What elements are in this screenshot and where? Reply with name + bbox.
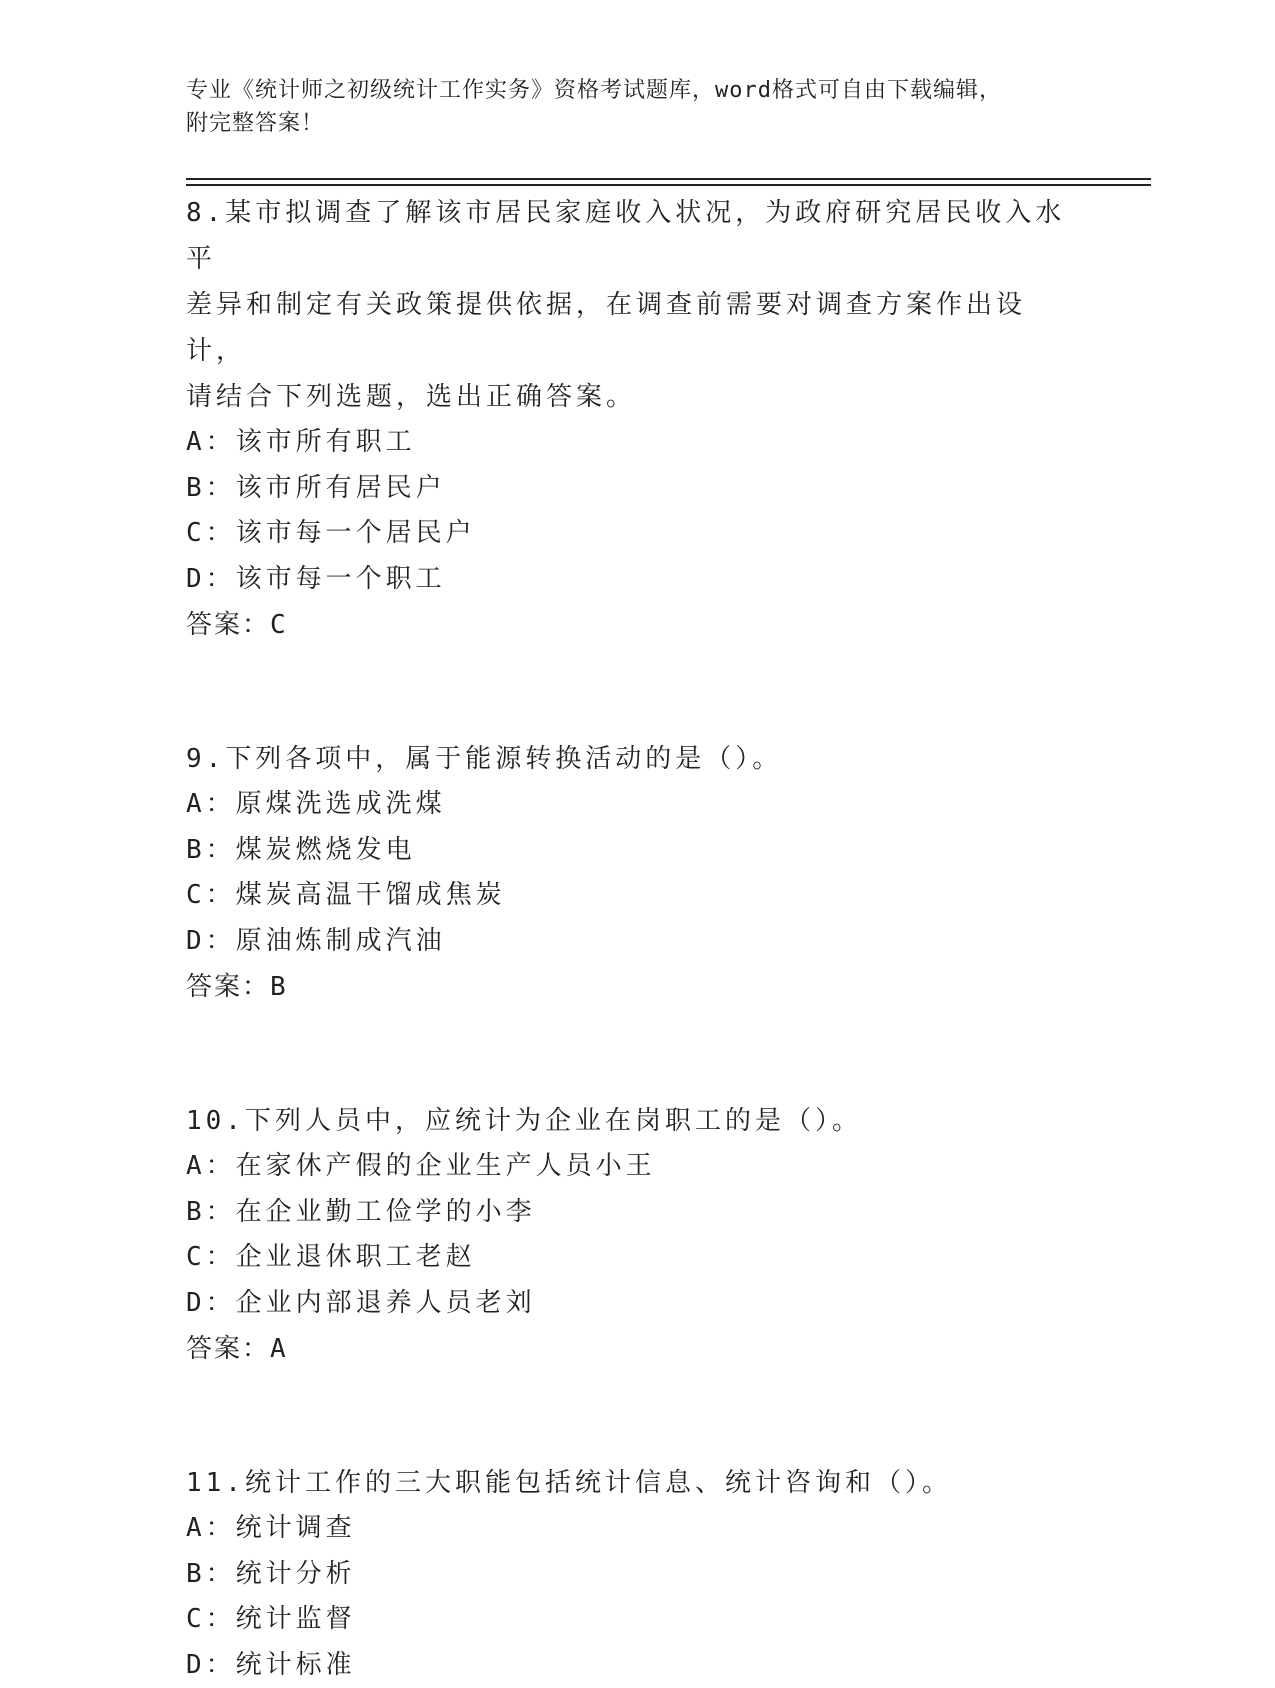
question-stem-line: 8.某市拟调查了解该市居民家庭收入状况，为政府研究居民收入水平 (186, 190, 1066, 282)
question-spacer (186, 1010, 1066, 1098)
option-c: C：企业退休职工老赵 (186, 1235, 1066, 1281)
question-8 (186, 190, 1066, 648)
header-line-2: 附完整答案！ (186, 107, 1066, 140)
question-11 (186, 1460, 1066, 1688)
header-line-1: 专业《统计师之初级统计工作实务》资格考试题库，word格式可自由下载编辑， (186, 74, 1066, 107)
option-a: A：原煤洗选成洗煤 (186, 782, 1066, 828)
question-9 (186, 736, 1066, 1010)
option-a: A：该市所有职工 (186, 420, 1066, 466)
answer-line: 答案：C (186, 602, 1066, 648)
option-a: A：统计调查 (186, 1506, 1066, 1552)
option-a: A：在家休产假的企业生产人员小王 (186, 1144, 1066, 1190)
option-b: B：在企业勤工俭学的小李 (186, 1190, 1066, 1236)
option-c: C：统计监督 (186, 1597, 1066, 1643)
option-c: C：煤炭高温干馏成焦炭 (186, 873, 1066, 919)
option-d: D：统计标准 (186, 1643, 1066, 1688)
option-b: B：煤炭燃烧发电 (186, 828, 1066, 874)
question-stem-line: 差异和制定有关政策提供依据，在调查前需要对调查方案作出设计， (186, 282, 1066, 374)
option-b: B：该市所有居民户 (186, 466, 1066, 512)
question-stem-line: 10.下列人员中，应统计为企业在岗职工的是（）。 (186, 1098, 1066, 1144)
header-divider-top (186, 178, 1151, 180)
question-stem-line: 11.统计工作的三大职能包括统计信息、统计咨询和（）。 (186, 1460, 1066, 1506)
header-divider-bottom (186, 184, 1151, 186)
option-d: D：企业内部退养人员老刘 (186, 1281, 1066, 1327)
option-b: B：统计分析 (186, 1552, 1066, 1598)
option-c: C：该市每一个居民户 (186, 511, 1066, 557)
answer-line: 答案：A (186, 1326, 1066, 1372)
question-stem-line: 9.下列各项中，属于能源转换活动的是（）。 (186, 736, 1066, 782)
answer-line: 答案：B (186, 964, 1066, 1010)
question-10 (186, 1098, 1066, 1372)
question-spacer (186, 1372, 1066, 1460)
option-d: D：原油炼制成汽油 (186, 919, 1066, 965)
document-header (186, 74, 1066, 140)
question-spacer (186, 648, 1066, 736)
option-d: D：该市每一个职工 (186, 557, 1066, 603)
question-stem-line: 请结合下列选题，选出正确答案。 (186, 374, 1066, 420)
question-list (186, 190, 1066, 1688)
